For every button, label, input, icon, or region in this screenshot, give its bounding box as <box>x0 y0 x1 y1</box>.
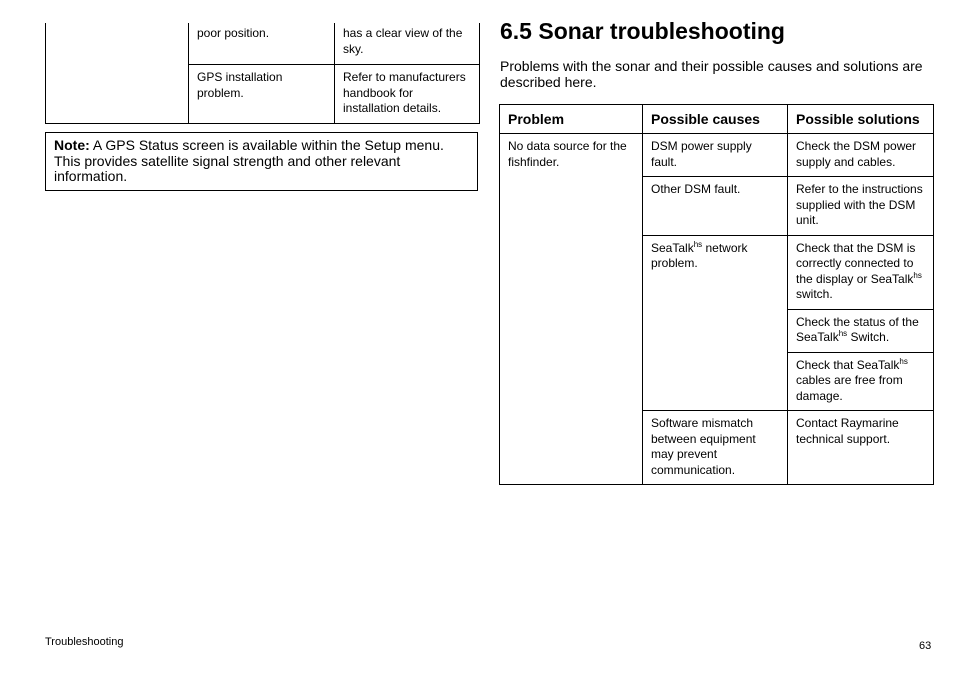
sonar-troubleshooting-table <box>499 104 934 485</box>
cause-text: SeaTalk <box>651 240 694 255</box>
footer-section-name: Troubleshooting <box>45 636 124 648</box>
solution-text: switch. <box>796 287 833 301</box>
cause-cell: GPS installation problem. <box>189 65 335 124</box>
solution-cell <box>788 352 934 411</box>
note-label: Note: <box>54 137 90 153</box>
superscript-hs: hs <box>838 329 848 338</box>
solution-text: Check the status of the SeaTalk <box>796 314 919 344</box>
cause-cell: poor position. <box>189 23 335 65</box>
solution-cell <box>788 309 934 352</box>
cause-text: network problem. <box>651 240 748 270</box>
cause-cell: Other DSM fault. <box>643 177 788 236</box>
table-row <box>46 23 480 65</box>
solution-cell: Contact Raymarine technical support. <box>788 411 934 485</box>
page-number: 63 <box>919 640 932 652</box>
superscript-hs: hs <box>693 239 703 249</box>
note-text: A GPS Status screen is available within the Setup menu. This provides satellite signal strength and other relevant information. <box>54 137 444 184</box>
table-header-row <box>500 105 934 134</box>
superscript-hs: hs <box>899 356 908 366</box>
solution-cell: has a clear view of the sky. <box>335 23 480 65</box>
header-problem: Problem <box>500 105 643 134</box>
solution-text: Check that SeaTalk <box>796 357 900 372</box>
solution-cell: Refer to manufacturers handbook for installation details. <box>335 65 480 124</box>
note-box <box>45 132 478 191</box>
cause-cell: DSM power supply fault. <box>643 134 788 177</box>
superscript-hs: hs <box>913 270 922 280</box>
cause-cell <box>643 235 788 411</box>
solution-text: Check that the DSM is correctly connected to the display or SeaTalk <box>796 240 916 286</box>
problem-cell <box>46 23 189 123</box>
gps-continuation-table <box>45 23 480 124</box>
cause-cell: Software mismatch between equipment may prevent communication. <box>643 411 788 485</box>
table-row <box>500 134 934 177</box>
solution-text: Switch. <box>847 330 890 344</box>
solution-cell <box>788 235 934 309</box>
header-solutions: Possible solutions <box>788 105 934 134</box>
problem-cell: No data source for the fishfinder. <box>500 134 643 485</box>
section-intro: Problems with the sonar and their possible causes and solutions are described here. <box>500 58 923 90</box>
solution-text: cables are free from damage. <box>796 373 903 403</box>
section-heading: 6.5 Sonar troubleshooting <box>500 18 785 44</box>
solution-cell: Refer to the instructions supplied with the DSM unit. <box>788 177 934 236</box>
header-causes: Possible causes <box>643 105 788 134</box>
solution-cell: Check the DSM power supply and cables. <box>788 134 934 177</box>
